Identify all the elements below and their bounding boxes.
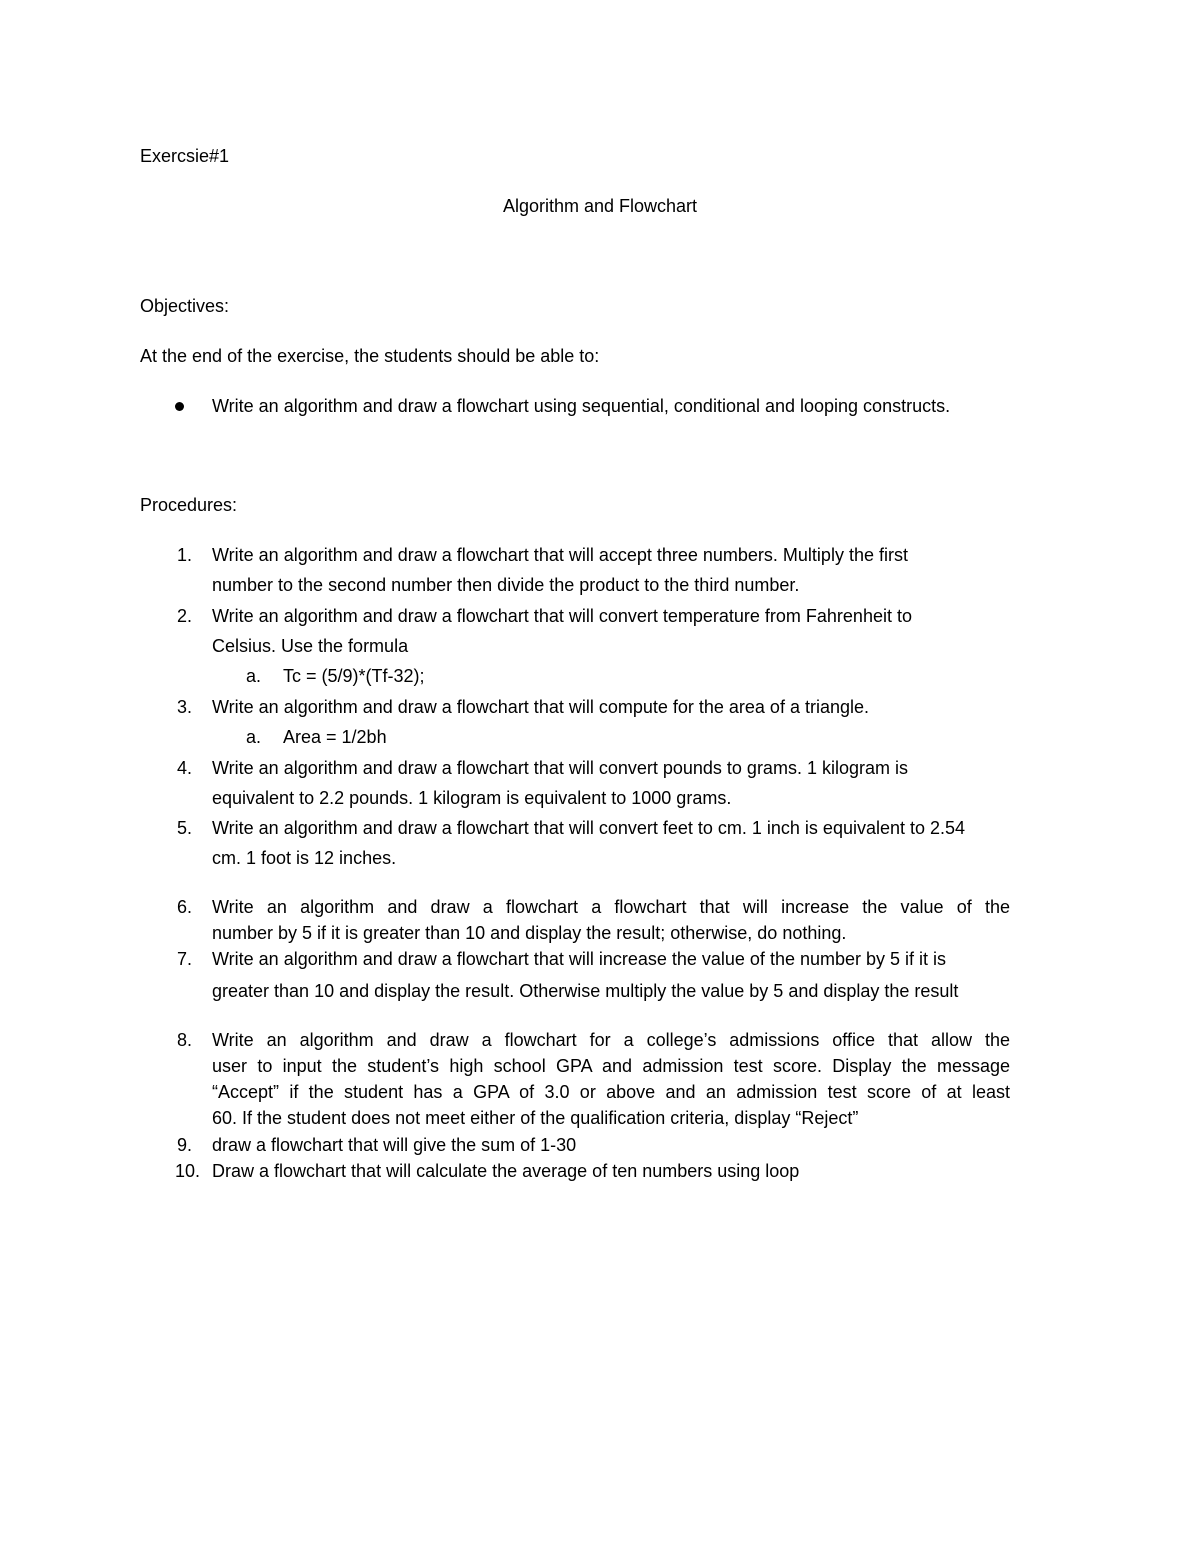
- list-item-line: Write an algorithm and draw a flowchart that will convert pounds to grams. 1 kilogram is: [212, 758, 908, 778]
- list-item-line: number by 5 if it is greater than 10 and display the result; otherwise, do nothing.: [212, 923, 847, 943]
- list-item-line: equivalent to 2.2 pounds. 1 kilogram is equivalent to 1000 grams.: [212, 788, 732, 808]
- document-title: Algorithm and Flowchart: [502, 196, 698, 216]
- list-item-number: 1.: [176, 545, 192, 565]
- list-item-number: 2.: [176, 606, 192, 626]
- list-item-line: 60. If the student does not meet either of the qualification criteria, display “Reject”: [212, 1108, 859, 1128]
- objective-bullet: Write an algorithm and draw a flowchart using sequential, conditional and looping constructs.: [212, 396, 951, 416]
- list-item-number: 8.: [176, 1030, 192, 1050]
- exercise-label: Exercsie#1: [140, 146, 230, 166]
- list-item-line: Write an algorithm and draw a flowchart that will increase the value of the number by 5 if it is: [212, 949, 947, 969]
- list-item-line: greater than 10 and display the result. Otherwise multiply the value by 5 and display the result: [212, 981, 959, 1001]
- list-item-line: Write an algorithm and draw a flowchart that will compute for the area of a triangle.: [212, 697, 869, 717]
- list-item-number: 6.: [176, 897, 192, 917]
- list-item-number: 3.: [176, 697, 192, 717]
- list-item-number: 10.: [174, 1161, 200, 1181]
- sub-item-formula: Area = 1/2bh: [283, 727, 387, 747]
- bullet-icon: [175, 402, 184, 411]
- list-item-line: number to the second number then divide the product to the third number.: [212, 575, 800, 595]
- list-item-number: 7.: [176, 949, 192, 969]
- list-item-number: 4.: [176, 758, 192, 778]
- list-item-line: user to input the student’s high school GPA and admission test score. Display the message: [212, 1056, 1010, 1076]
- list-item-line: Draw a flowchart that will calculate the average of ten numbers using loop: [212, 1161, 800, 1181]
- list-item-line: Write an algorithm and draw a flowchart that will convert feet to cm. 1 inch is equivalent to 2.54: [212, 818, 966, 838]
- list-item-line: Write an algorithm and draw a flowchart that will convert temperature from Fahrenheit to: [212, 606, 912, 626]
- list-item-line: “Accept” if the student has a GPA of 3.0 or above and an admission test score of at least: [212, 1082, 1010, 1102]
- list-item-line: cm. 1 foot is 12 inches.: [212, 848, 397, 868]
- objectives-intro: At the end of the exercise, the students should be able to:: [140, 346, 600, 366]
- list-item-number: 5.: [176, 818, 192, 838]
- sub-item-letter: a.: [246, 666, 262, 686]
- list-item-line: Write an algorithm and draw a flowchart for a college’s admissions office that allow the: [212, 1030, 1010, 1050]
- procedures-heading: Procedures:: [140, 495, 238, 515]
- list-item-number: 9.: [176, 1135, 192, 1155]
- objectives-heading: Objectives:: [140, 296, 230, 316]
- list-item-line: Write an algorithm and draw a flowchart that will accept three numbers. Multiply the first: [212, 545, 908, 565]
- sub-item-formula: Tc = (5/9)*(Tf-32);: [283, 666, 425, 686]
- list-item-line: draw a flowchart that will give the sum of 1-30: [212, 1135, 577, 1155]
- list-item-line: Celsius. Use the formula: [212, 636, 409, 656]
- list-item-line: Write an algorithm and draw a flowchart a flowchart that will increase the value of the: [212, 897, 1010, 917]
- sub-item-letter: a.: [246, 727, 262, 747]
